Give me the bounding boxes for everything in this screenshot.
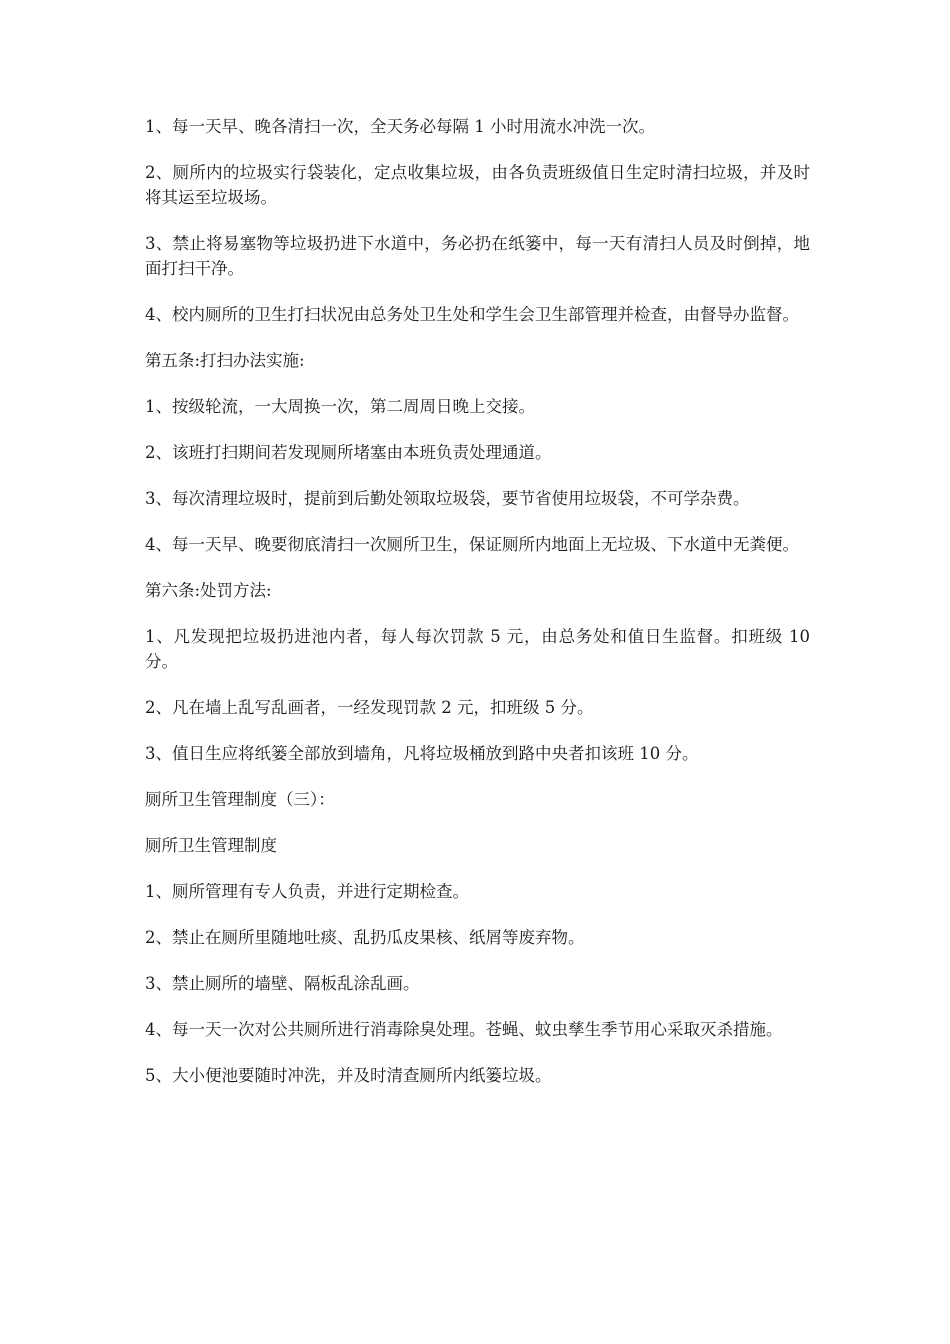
section-heading-article-5: 第五条:打扫办法实施: [145,351,305,370]
section-heading-part-3: 厕所卫生管理制度（三）： [145,790,335,809]
paragraph-3: 3、禁止将易塞物等垃圾扔进下水道中，务必扔在纸篓中，每一天有清扫人员及时倒掉，地面打扫干净。 [145,234,810,278]
paragraph-7: 3、每次清理垃圾时，提前到后勤处领取垃圾袋，要节省使用垃圾袋，不可学杂费。 [145,489,750,508]
section-heading-article-6: 第六条:处罚方法: [145,581,272,600]
paragraph-9: 1、凡发现把垃圾扔进池内者，每人每次罚款 5 元，由总务处和值日生监督。扣班级 10 分。 [145,627,810,671]
paragraph-10: 2、凡在墙上乱写乱画者，一经发现罚款 2 元，扣班级 5 分。 [145,698,594,717]
paragraph-5: 1、按级轮流，一大周换一次，第二周周日晚上交接。 [145,397,535,416]
paragraph-16: 5、大小便池要随时冲洗，并及时清查厕所内纸篓垃圾。 [145,1066,552,1085]
paragraph-11: 3、值日生应将纸篓全部放到墙角，凡将垃圾桶放到路中央者扣该班 10 分。 [145,744,699,763]
paragraph-15: 4、每一天一次对公共厕所进行消毒除臭处理。苍蝇、蚊虫孳生季节用心采取灭杀措施。 [145,1020,783,1039]
paragraph-1: 1、每一天早、晚各清扫一次，全天务必每隔 1 小时用流水冲洗一次。 [145,117,655,136]
paragraph-12: 1、厕所管理有专人负责，并进行定期检查。 [145,882,469,901]
paragraph-13: 2、禁止在厕所里随地吐痰、乱扔瓜皮果核、纸屑等废弃物。 [145,928,585,947]
section-title: 厕所卫生管理制度 [145,836,277,855]
paragraph-2: 2、厕所内的垃圾实行袋装化，定点收集垃圾，由各负责班级值日生定时清扫垃圾，并及时将其运至垃圾场。 [145,163,810,207]
paragraph-8: 4、每一天早、晚要彻底清扫一次厕所卫生，保证厕所内地面上无垃圾、下水道中无粪便。 [145,535,799,554]
paragraph-6: 2、该班打扫期间若发现厕所堵塞由本班负责处理通道。 [145,443,552,462]
paragraph-4: 4、校内厕所的卫生打扫状况由总务处卫生处和学生会卫生部管理并检查，由督导办监督。 [145,305,799,324]
document-body [145,114,810,1109]
paragraph-14: 3、禁止厕所的墙壁、隔板乱涂乱画。 [145,974,420,993]
